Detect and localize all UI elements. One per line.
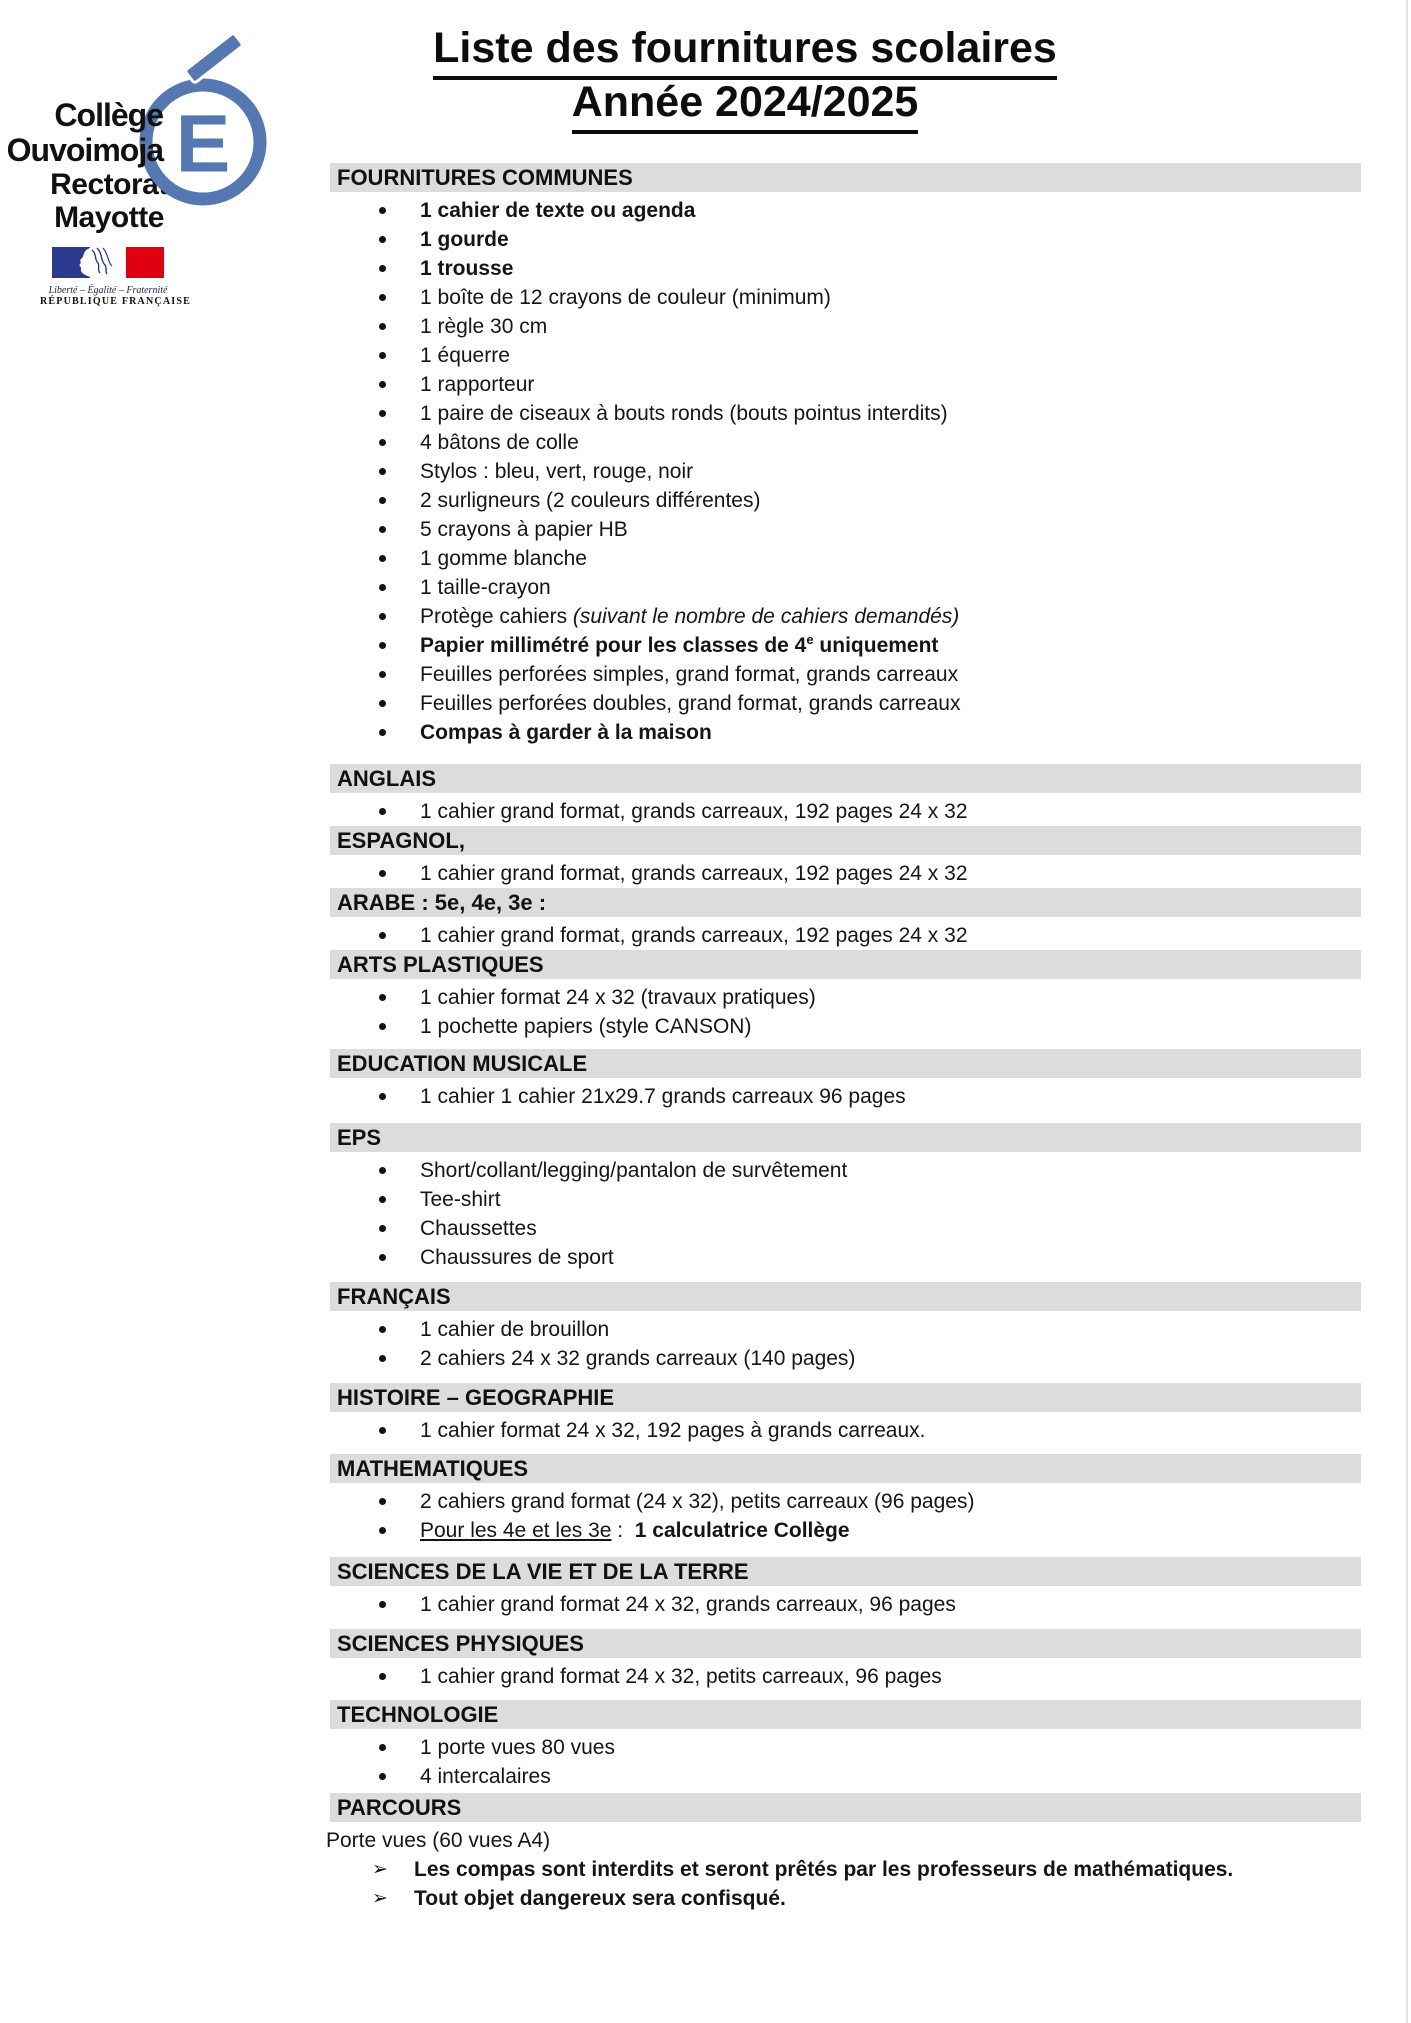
- bullet-icon: [379, 1527, 386, 1534]
- item-text-run: Feuilles perforées doubles, grand format, grands carreaux: [420, 692, 961, 715]
- list-item: [330, 196, 1361, 225]
- section-fournitures-communes: [330, 163, 1361, 747]
- bullet-icon: [379, 994, 386, 1001]
- list-item: [330, 602, 1361, 631]
- list-item: [330, 399, 1361, 428]
- list-item: [330, 1516, 1361, 1545]
- bullet-icon: [379, 584, 386, 591]
- bullet-icon: [379, 1167, 386, 1174]
- section-header-arts-plastiques: ARTS PLASTIQUES: [330, 950, 1361, 979]
- section-header-espagnol: ESPAGNOL,: [330, 826, 1361, 855]
- list-item: [330, 1884, 1361, 1913]
- bullet-icon: [379, 1427, 386, 1434]
- item-text-run: 1 cahier grand format 24 x 32, grands carreaux, 96 pages: [420, 1593, 956, 1616]
- item-text-run: 1 équerre: [420, 344, 510, 367]
- item-text-run: 1 cahier format 24 x 32, 192 pages à grands carreaux.: [420, 1419, 926, 1442]
- item-text-run: Compas à garder à la maison: [420, 721, 712, 744]
- section-fran-ais: [330, 1282, 1361, 1373]
- item-text-run: 1 rapporteur: [420, 373, 535, 396]
- bullet-icon: [379, 1355, 386, 1362]
- item-text-run: 1 cahier grand format, grands carreaux, 192 pages 24 x 32: [420, 862, 968, 885]
- section-anglais: [330, 764, 1361, 826]
- item-text-run: 1 cahier format 24 x 32 (travaux pratiques): [420, 986, 816, 1009]
- item-text-run: Stylos : bleu, vert, rouge, noir: [420, 460, 694, 483]
- list-item: [330, 797, 1361, 826]
- bullet-icon: [379, 729, 386, 736]
- item-text-run: Tout objet dangereux sera confisqué.: [414, 1887, 786, 1910]
- list-item: [326, 1826, 1361, 1855]
- section-header-mathematiques: MATHEMATIQUES: [330, 1454, 1361, 1483]
- french-flag-icon: [51, 246, 165, 279]
- section-header-technologie: TECHNOLOGIE: [330, 1700, 1361, 1729]
- item-text-run: 1 porte vues 80 vues: [420, 1736, 615, 1759]
- rectorat-line1: Rectorat: [50, 168, 168, 201]
- bullet-icon: [379, 1254, 386, 1261]
- page-title-line2: Année 2024/2025: [572, 80, 919, 134]
- bullet-icon: [379, 1773, 386, 1780]
- bullet-icon: [379, 700, 386, 707]
- bullet-icon: [379, 932, 386, 939]
- item-text-run: 2 surligneurs (2 couleurs différentes): [420, 489, 761, 512]
- bullet-icon: [379, 1744, 386, 1751]
- bullet-icon: [379, 642, 386, 649]
- item-text-run: Chaussettes: [420, 1217, 537, 1240]
- list-item: [330, 457, 1361, 486]
- section-header-education-musicale: EDUCATION MUSICALE: [330, 1049, 1361, 1078]
- bullet-icon: [379, 497, 386, 504]
- bullet-icon: [379, 1093, 386, 1100]
- section-header-histoire-geographie: HISTOIRE – GEOGRAPHIE: [330, 1383, 1361, 1412]
- item-text-run: (suivant le nombre de cahiers demandés): [572, 605, 960, 628]
- bullet-icon: [379, 468, 386, 475]
- supplies-list: [326, 163, 1361, 1913]
- item-text-run: Chaussures de sport: [420, 1246, 614, 1269]
- list-item: [330, 1243, 1361, 1272]
- section-espagnol: [330, 826, 1361, 888]
- list-item: [330, 1762, 1361, 1791]
- marianne-caption: RÉPUBLIQUE FRANÇAISE: [40, 296, 191, 307]
- page-edge-line: [1406, 0, 1408, 2023]
- item-text-run: 1 cahier de texte ou agenda: [420, 199, 696, 222]
- item-text-run: 1 cahier 1 cahier 21x29.7 grands carreaux 96 pages: [420, 1085, 906, 1108]
- item-text-run: Tee-shirt: [420, 1188, 501, 1211]
- bullet-icon: [379, 870, 386, 877]
- item-text-run: Papier millimétré pour les classes de 4: [420, 634, 807, 657]
- item-text-run: 1 gomme blanche: [420, 547, 587, 570]
- republique-francaise-logo: [40, 246, 191, 307]
- section-histoire-geographie: [330, 1383, 1361, 1445]
- list-item: [330, 1156, 1361, 1185]
- college-name: [0, 98, 163, 168]
- section-header-sciences-de-la-vie-et-de-la-terre: SCIENCES DE LA VIE ET DE LA TERRE: [330, 1557, 1361, 1586]
- list-item: [330, 689, 1361, 718]
- list-item: [330, 718, 1361, 747]
- section-header-fournitures-communes: FOURNITURES COMMUNES: [330, 163, 1361, 192]
- list-item: [330, 312, 1361, 341]
- section-mathematiques: [330, 1454, 1361, 1545]
- list-item: [330, 486, 1361, 515]
- logo-letter-e: E: [175, 98, 231, 190]
- item-text-run: Porte vues (60 vues A4): [326, 1829, 551, 1852]
- section-header-sciences-physiques: SCIENCES PHYSIQUES: [330, 1629, 1361, 1658]
- arrow-bullet-icon: ➢: [372, 1888, 388, 1909]
- section-arts-plastiques: [330, 950, 1361, 1041]
- item-text-run: 4 bâtons de colle: [420, 431, 579, 454]
- bullet-icon: [379, 808, 386, 815]
- bullet-icon: [379, 613, 386, 620]
- item-text-run: Feuilles perforées simples, grand format, grands carreaux: [420, 663, 959, 686]
- list-item: [330, 1662, 1361, 1691]
- section-sciences-de-la-vie-et-de-la-terre: [330, 1557, 1361, 1619]
- list-item: [330, 1315, 1361, 1344]
- item-text-run: 2 cahiers grand format (24 x 32), petits carreaux (96 pages): [420, 1490, 975, 1513]
- bullet-icon: [379, 439, 386, 446]
- section-technologie: [330, 1700, 1361, 1791]
- acute-accent-icon: [185, 33, 244, 84]
- section-header-arabe-5e-4e-3e: ARABE : 5e, 4e, 3e :: [330, 888, 1361, 917]
- item-text-run: 1 gourde: [420, 228, 509, 251]
- bullet-icon: [379, 323, 386, 330]
- list-item: [330, 921, 1361, 950]
- college-name-line1: Collège: [54, 97, 163, 133]
- item-text-run: 1 pochette papiers (style CANSON): [420, 1015, 752, 1038]
- item-text-run: 1 calculatrice Collège: [634, 1519, 850, 1542]
- list-item: [330, 1487, 1361, 1516]
- item-text-run: 1 paire de ciseaux à bouts ronds (bouts pointus interdits): [420, 402, 948, 425]
- bullet-icon: [379, 352, 386, 359]
- bullet-icon: [379, 671, 386, 678]
- bullet-icon: [379, 207, 386, 214]
- list-item: [330, 1214, 1361, 1243]
- section-education-musicale: [330, 1049, 1361, 1111]
- item-text-run: Les compas sont interdits et seront prêtés par les professeurs de mathématiques.: [414, 1858, 1234, 1881]
- list-item: [330, 428, 1361, 457]
- rectorat-line2: Mayotte: [54, 201, 164, 234]
- list-item: [330, 859, 1361, 888]
- item-text-run: 1 cahier grand format, grands carreaux, 192 pages 24 x 32: [420, 924, 968, 947]
- list-item: [330, 1344, 1361, 1373]
- section-header-parcours: PARCOURS: [330, 1793, 1361, 1822]
- list-item: [330, 660, 1361, 689]
- section-parcours: [326, 1793, 1361, 1913]
- list-item: [330, 1855, 1361, 1884]
- item-text-run: 1 cahier grand format, grands carreaux, 192 pages 24 x 32: [420, 800, 968, 823]
- bullet-icon: [379, 1023, 386, 1030]
- list-item: [330, 254, 1361, 283]
- item-text-run: 1 cahier grand format 24 x 32, petits carreaux, 96 pages: [420, 1665, 942, 1688]
- bullet-icon: [379, 410, 386, 417]
- item-text-run: :: [611, 1519, 635, 1542]
- item-text-run: 2 cahiers 24 x 32 grands carreaux (140 pages): [420, 1347, 856, 1370]
- item-text-run: 4 intercalaires: [420, 1765, 551, 1788]
- bullet-icon: [379, 1498, 386, 1505]
- list-item: [330, 573, 1361, 602]
- item-text-run: 1 taille-crayon: [420, 576, 551, 599]
- item-text-run: Short/collant/legging/pantalon de survêtement: [420, 1159, 848, 1182]
- section-arabe-5e-4e-3e: [330, 888, 1361, 950]
- item-text-run: 1 règle 30 cm: [420, 315, 548, 338]
- section-header-fran-ais: FRANÇAIS: [330, 1282, 1361, 1311]
- arrow-bullet-icon: ➢: [372, 1859, 388, 1880]
- bullet-icon: [379, 1225, 386, 1232]
- bullet-icon: [379, 265, 386, 272]
- bullet-icon: [379, 1326, 386, 1333]
- bullet-icon: [379, 236, 386, 243]
- item-text-run: Pour les 4e et les 3e: [420, 1519, 612, 1542]
- marianne-motto: Liberté – Égalité – Fraternité: [48, 285, 168, 296]
- item-text-run: e: [806, 632, 814, 647]
- college-name-line2: Ouvoimoja: [6, 132, 163, 168]
- section-sciences-physiques: [330, 1629, 1361, 1691]
- item-text-run: 1 boîte de 12 crayons de couleur (minimum): [420, 286, 831, 309]
- list-item: [330, 515, 1361, 544]
- list-item: [330, 1590, 1361, 1619]
- list-item: [330, 370, 1361, 399]
- bullet-icon: [379, 555, 386, 562]
- page-title-line1: Liste des fournitures scolaires: [433, 26, 1057, 80]
- list-item: [330, 1416, 1361, 1445]
- list-item: [330, 1082, 1361, 1111]
- list-item: [330, 1185, 1361, 1214]
- list-item: [330, 1733, 1361, 1762]
- item-text-run: 1 trousse: [420, 257, 514, 280]
- list-item: [330, 341, 1361, 370]
- bullet-icon: [379, 294, 386, 301]
- list-item: [330, 983, 1361, 1012]
- item-text-run: 5 crayons à papier HB: [420, 518, 628, 541]
- bullet-icon: [379, 1196, 386, 1203]
- bullet-icon: [379, 526, 386, 533]
- bullet-icon: [379, 381, 386, 388]
- list-item: [330, 544, 1361, 573]
- list-item: [330, 631, 1361, 660]
- item-text-run: 1 cahier de brouillon: [420, 1318, 610, 1341]
- bullet-icon: [379, 1673, 386, 1680]
- section-header-eps: EPS: [330, 1123, 1361, 1152]
- bullet-icon: [379, 1601, 386, 1608]
- list-item: [330, 283, 1361, 312]
- item-text-run: Protège cahiers: [420, 605, 573, 628]
- item-text-run: uniquement: [813, 634, 939, 657]
- page-title: [395, 26, 1095, 134]
- list-item: [330, 225, 1361, 254]
- section-header-anglais: ANGLAIS: [330, 764, 1361, 793]
- section-eps: [330, 1123, 1361, 1272]
- list-item: [330, 1012, 1361, 1041]
